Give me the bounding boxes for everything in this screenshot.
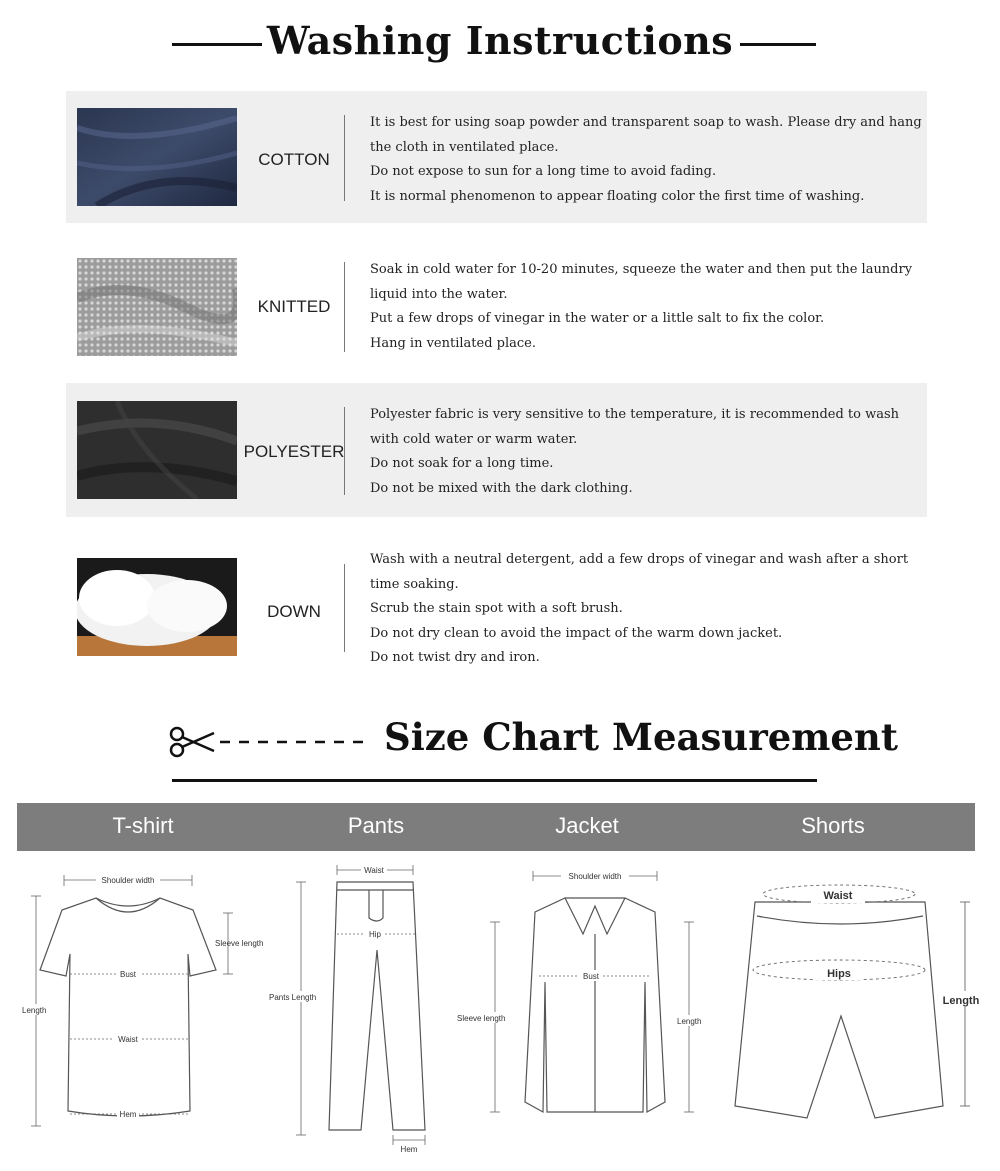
tab-shorts: Shorts [801, 813, 865, 838]
label-sleeve-length: Sleeve length [457, 1014, 506, 1023]
fabric-label: COTTON [258, 150, 330, 169]
instruction-line: Do not dry clean to avoid the impact of the warm down jacket. [370, 625, 783, 641]
label-hip: Hip [368, 930, 382, 939]
wash-instructions [370, 258, 923, 356]
instruction-line: Wash with a neutral detergent, add a few drops of vinegar and wash after a short time soaking. [370, 552, 909, 592]
instruction-line: Scrub the stain spot with a soft brush. [370, 601, 623, 616]
title-rule-right [740, 43, 816, 46]
shorts-diagram [725, 866, 990, 1126]
label-length: Length [942, 995, 980, 1007]
label-sleeve-length: Sleeve length [215, 939, 264, 948]
down-swatch-image [77, 558, 237, 656]
label-waist: Waist [823, 890, 853, 902]
row-divider [344, 115, 345, 201]
tab-tshirt: T-shirt [112, 813, 174, 838]
instruction-line: It is best for using soap powder and transparent soap to wash. Please dry and hang the cloth in ventilated place. [370, 115, 922, 155]
size-chart-header [17, 803, 975, 851]
label-bust: Bust [119, 970, 137, 979]
fabric-label: POLYESTER [243, 442, 345, 461]
label-length: Length [677, 1017, 702, 1026]
wash-row-polyester [66, 383, 927, 517]
wash-row-cotton [66, 91, 927, 223]
scissors-icon [168, 726, 388, 758]
instruction-line: Do not twist dry and iron. [370, 650, 540, 665]
instruction-line: Do not be mixed with the dark clothing. [370, 480, 633, 496]
tab-jacket: Jacket [555, 813, 619, 838]
instruction-line: Hang in ventilated place. [370, 335, 536, 351]
washing-title: Washing Instructions [266, 18, 734, 63]
row-divider [344, 407, 345, 495]
washing-title-block [0, 14, 1000, 70]
wash-instructions [370, 548, 923, 671]
label-hem: Hem [119, 1110, 137, 1119]
row-divider [344, 262, 345, 352]
instruction-line: Put a few drops of vinegar in the water or a little salt to fix the color. [370, 311, 825, 326]
cotton-swatch-image [77, 108, 237, 206]
wash-instructions [370, 111, 923, 209]
jacket-diagram [455, 862, 715, 1127]
instruction-line: It is normal phenomenon to appear floating color the first time of washing. [370, 188, 865, 204]
instruction-line: Soak in cold water for 10-20 minutes, squeeze the water and then put the laundry liquid into the water. [370, 262, 913, 302]
instruction-line: Polyester fabric is very sensitive to the temperature, it is recommended to wash with cold water or warm water. [370, 407, 900, 447]
label-bust: Bust [582, 972, 600, 981]
polyester-swatch-image [77, 401, 237, 499]
row-divider [344, 564, 345, 652]
label-shoulder-width: Shoulder width [101, 876, 155, 885]
wash-row-down [66, 530, 927, 680]
tab-pants: Pants [347, 813, 405, 838]
wash-instructions [370, 403, 923, 501]
size-chart-title: Size Chart Measurement [384, 715, 898, 759]
fabric-label: DOWN [267, 602, 321, 621]
pants-diagram [265, 860, 445, 1160]
size-title-rule [172, 779, 817, 782]
tshirt-diagram [18, 866, 273, 1131]
wash-row-knitted [66, 238, 927, 370]
label-length: Length [22, 1006, 47, 1015]
label-hem: Hem [400, 1145, 418, 1154]
label-waist: Waist [118, 1035, 138, 1044]
label-hips: Hips [827, 968, 851, 980]
label-pants-length: Pants Length [269, 993, 317, 1002]
instruction-line: Do not soak for a long time. [370, 456, 554, 471]
instruction-line: Do not expose to sun for a long time to avoid fading. [370, 164, 717, 179]
label-waist: Waist [364, 866, 384, 875]
knitted-swatch-image [77, 258, 237, 356]
fabric-label: KNITTED [257, 297, 331, 316]
label-shoulder-width: Shoulder width [568, 872, 622, 881]
